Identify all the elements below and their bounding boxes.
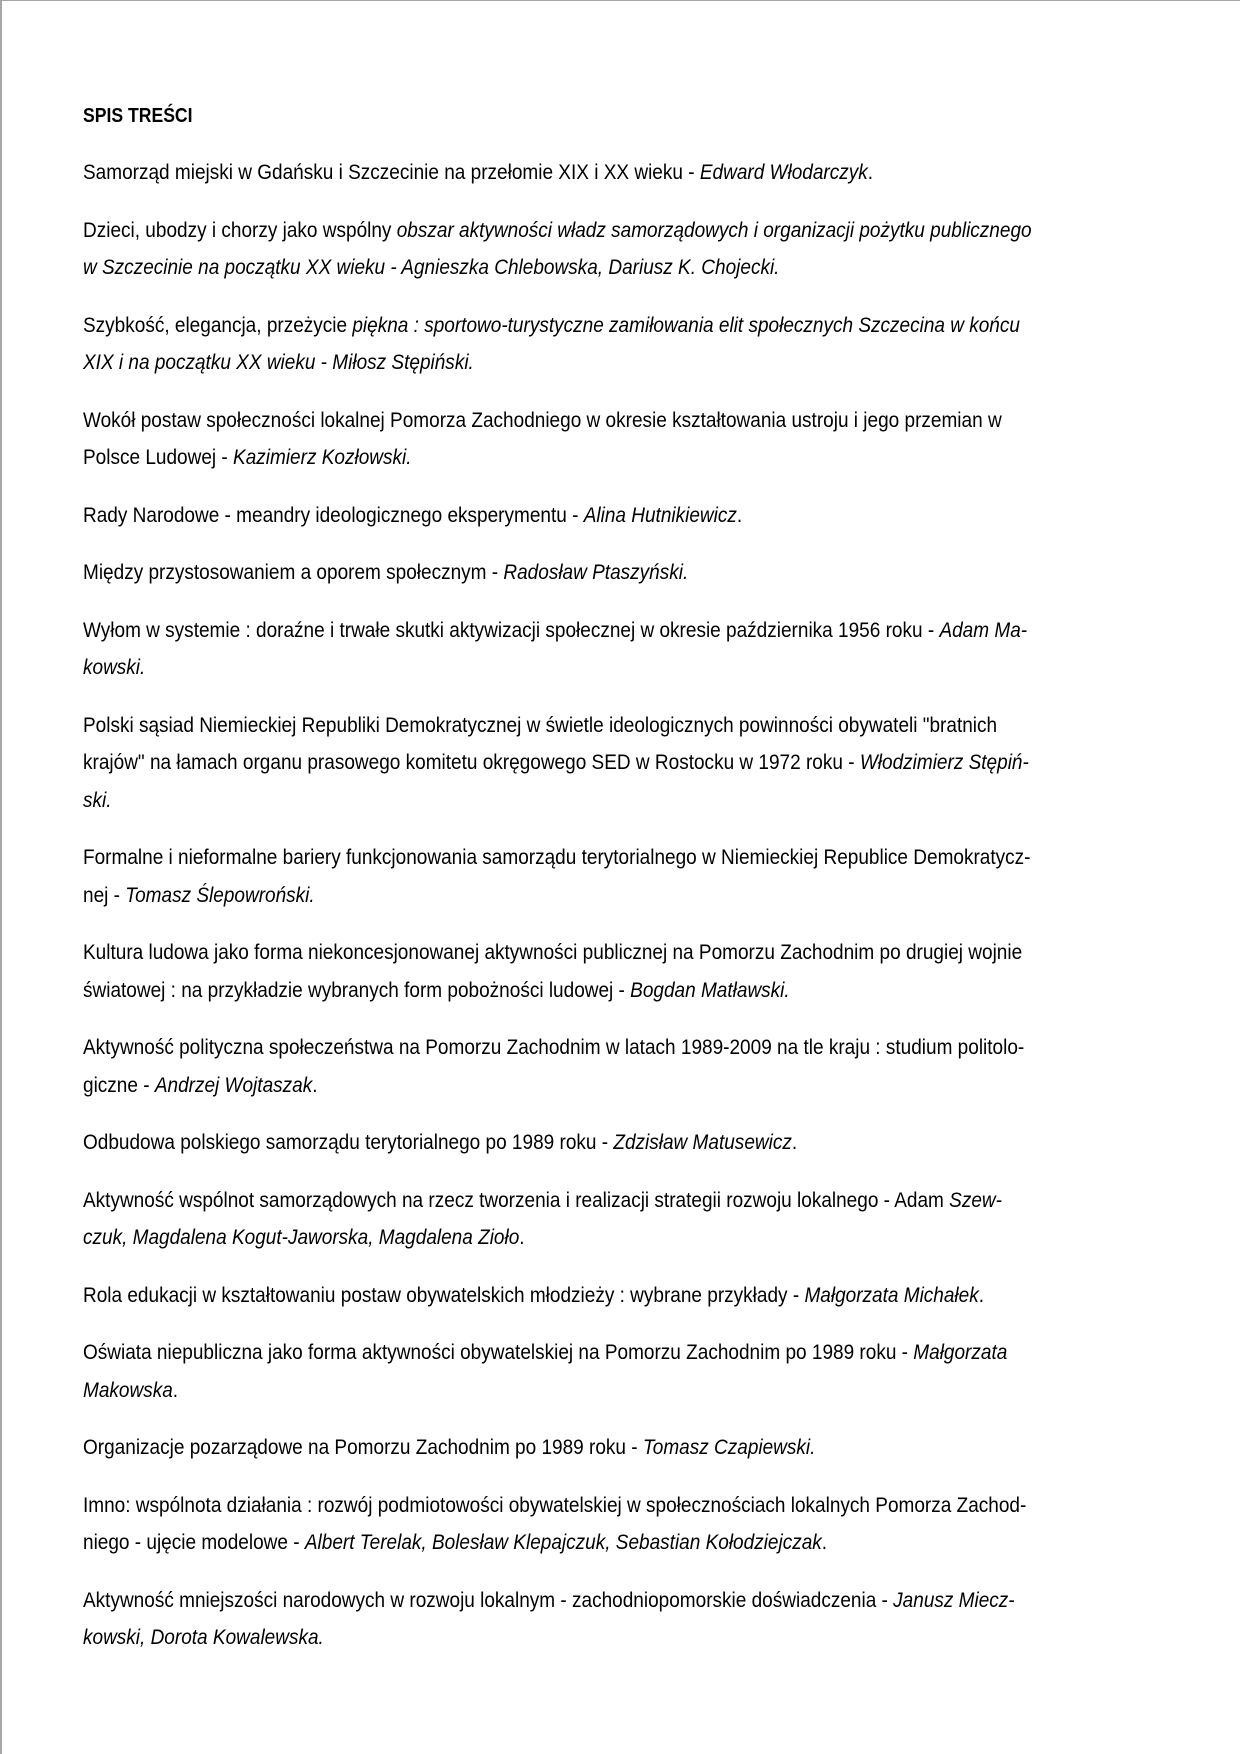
toc-entry bbox=[83, 1487, 1198, 1562]
toc-entry bbox=[83, 612, 1198, 687]
toc-entry-italic-text: kowski, Dorota Kowalewska. bbox=[83, 1626, 324, 1649]
toc-entry-line bbox=[83, 649, 1092, 687]
toc-entry-line bbox=[83, 402, 1092, 440]
toc-entry-line bbox=[83, 1067, 1092, 1105]
toc-entry-italic-text: czuk, Magdalena Kogut-Jaworska, Magdalena Zioło bbox=[83, 1226, 520, 1249]
toc-entry-italic-text: piękna : sportowo-turystyczne zamiłowania elit społecznych Szczecina w końcu bbox=[352, 313, 1020, 337]
toc-entry bbox=[83, 1182, 1198, 1257]
toc-entry-text: . bbox=[172, 1378, 179, 1402]
toc-entry-italic-text: Alina Hutnikiewicz bbox=[583, 503, 737, 527]
toc-entry-line bbox=[83, 612, 1092, 650]
toc-heading: SPIS TREŚCI bbox=[83, 105, 193, 127]
toc-entry-line bbox=[83, 154, 1092, 192]
toc-entry-italic-text: Bogdan Matławski. bbox=[630, 978, 790, 1002]
toc-entry-italic-text: Radosław Ptaszyński. bbox=[503, 561, 689, 584]
toc-entry-text: . bbox=[312, 1073, 318, 1097]
toc-entry bbox=[83, 1429, 1198, 1467]
toc-entry-italic-text: Makowska bbox=[83, 1378, 173, 1402]
toc-entry-text: Rady Narodowe - meandry ideologicznego eksperymentu - bbox=[83, 503, 584, 527]
toc-entry-line bbox=[83, 1524, 1092, 1562]
toc-entry-text: giczne - bbox=[83, 1073, 155, 1097]
toc-entry-line bbox=[83, 782, 1092, 820]
toc-entries bbox=[83, 154, 1198, 1657]
toc-entry-text: Wyłom w systemie : doraźne i trwałe skutki aktywizacji społecznej w okresie października 1956 roku - bbox=[83, 618, 940, 642]
toc-entry bbox=[83, 934, 1198, 1009]
toc-entry-italic-text: Małgorzata bbox=[913, 1341, 1008, 1364]
toc-entry-line bbox=[83, 934, 1092, 972]
toc-entry-italic-text: obszar aktywności władz samorządowych i organizacji pożytku publicznego bbox=[396, 218, 1032, 242]
toc-entry-line bbox=[83, 707, 1092, 745]
toc-entry-line bbox=[83, 1334, 1092, 1372]
toc-entry-line bbox=[83, 1582, 1092, 1620]
toc-entry bbox=[83, 1124, 1198, 1162]
toc-entry-text: Wokół postaw społeczności lokalnej Pomorza Zachodniego w okresie kształtowania ustroju i jego przemian w bbox=[83, 408, 1002, 432]
toc-entry-text: . bbox=[867, 161, 874, 184]
toc-entry-line bbox=[83, 877, 1092, 915]
toc-entry-text: Aktywność wspólnot samorządowych na rzecz tworzenia i realizacji strategii rozwoju lokalnego - Adam bbox=[83, 1188, 950, 1212]
toc-entry-text: Kultura ludowa jako forma niekoncesjonowanej aktywności publicznej na Pomorzu Zachodnim po drugiej wojnie bbox=[83, 941, 1023, 964]
toc-entry-text: . bbox=[978, 1283, 985, 1307]
toc-entry bbox=[83, 554, 1198, 592]
toc-entry-line bbox=[83, 307, 1092, 345]
toc-entry-line bbox=[83, 1487, 1092, 1525]
toc-entry-line bbox=[83, 1277, 1092, 1315]
toc-entry-text: Aktywność mniejszości narodowych w rozwoju lokalnym - zachodniopomorskie doświadczenia - bbox=[83, 1588, 894, 1612]
toc-entry-italic-text: Zdzisław Matusewicz bbox=[613, 1131, 792, 1154]
toc-entry-line bbox=[83, 1219, 1092, 1257]
toc-entry-text: Oświata niepubliczna jako forma aktywności obywatelskiej na Pomorzu Zachodnim po 1989 roku - bbox=[83, 1341, 914, 1364]
toc-entry-italic-text: Janusz Miecz- bbox=[893, 1588, 1015, 1612]
toc-entry-italic-text: Tomasz Czapiewski. bbox=[642, 1436, 816, 1459]
toc-entry-line bbox=[83, 1182, 1092, 1220]
toc-entry-italic-text: Małgorzata Michałek bbox=[804, 1283, 979, 1307]
toc-entry bbox=[83, 839, 1198, 914]
toc-entry-text: Imno: wspólnota działania : rozwój podmiotowości obywatelskiej w społecznościach lokalnych Pomorza Zachod- bbox=[83, 1493, 1027, 1517]
toc-entry-line bbox=[83, 1619, 1092, 1657]
toc-entry-italic-text: Adam Ma- bbox=[939, 618, 1028, 642]
toc-entry-text: Polski sąsiad Niemieckiej Republiki Demokratycznej w świetle ideologicznych powinności obywateli "bratnich bbox=[83, 713, 998, 737]
toc-entry-text: . bbox=[791, 1131, 798, 1154]
toc-entry-italic-text: Andrzej Wojtaszak bbox=[154, 1073, 313, 1097]
toc-entry-text: Rola edukacji w kształtowaniu postaw obywatelskich młodzieży : wybrane przykłady - bbox=[83, 1283, 805, 1307]
toc-entry-line bbox=[83, 1429, 1092, 1467]
toc-entry-text: światowej : na przykładzie wybranych form pobożności ludowej - bbox=[83, 978, 631, 1002]
toc-entry-text: . bbox=[519, 1226, 525, 1249]
toc-entry-line bbox=[83, 1372, 1092, 1410]
toc-entry-text: Samorząd miejski w Gdańsku i Szczecinie na przełomie XIX i XX wieku - bbox=[83, 161, 700, 184]
toc-entry-italic-text: kowski. bbox=[83, 656, 146, 679]
toc-entry-line bbox=[83, 497, 1092, 535]
toc-entry-text: . bbox=[821, 1531, 828, 1554]
toc-entry bbox=[83, 212, 1198, 287]
toc-entry-text: Odbudowa polskiego samorządu terytorialnego po 1989 roku - bbox=[83, 1131, 614, 1154]
toc-entry-line bbox=[83, 212, 1092, 250]
toc-entry-text: Szybkość, elegancja, przeżycie bbox=[83, 313, 353, 337]
toc-entry-text: Między przystosowaniem a oporem społecznym - bbox=[83, 561, 504, 584]
toc-entry-text: Polsce Ludowej - bbox=[83, 446, 234, 469]
toc-entry-italic-text: w Szczecinie na początku XX wieku - Agnieszka Chlebowska, Dariusz K. Chojecki. bbox=[83, 256, 780, 279]
toc-entry-text: Formalne i nieformalne bariery funkcjonowania samorządu terytorialnego w Niemieckiej Republice Demokratycz- bbox=[83, 846, 1031, 869]
toc-entry bbox=[83, 1277, 1198, 1315]
toc-entry-text: niego - ujęcie modelowe - bbox=[83, 1531, 305, 1554]
toc-entry-line bbox=[83, 439, 1092, 477]
toc-entry-line bbox=[83, 554, 1092, 592]
toc-entry bbox=[83, 707, 1198, 820]
toc-entry-line bbox=[83, 839, 1092, 877]
toc-entry-italic-text: Włodzimierz Stępiń- bbox=[859, 751, 1029, 774]
toc-entry bbox=[83, 154, 1198, 192]
toc-entry-italic-text: Kazimierz Kozłowski. bbox=[233, 446, 412, 469]
toc-entry-line bbox=[83, 972, 1092, 1010]
toc-entry-italic-text: Edward Włodarczyk bbox=[699, 161, 868, 184]
toc-entry bbox=[83, 402, 1198, 477]
toc-entry bbox=[83, 1334, 1198, 1409]
toc-entry-text: . bbox=[736, 503, 743, 527]
toc-entry-line bbox=[83, 344, 1092, 382]
toc-entry-text: nej - bbox=[83, 883, 126, 907]
toc-entry-text: krajów" na łamach organu prasowego komitetu okręgowego SED w Rostocku w 1972 roku - bbox=[83, 751, 860, 774]
toc-entry-italic-text: ski. bbox=[83, 788, 112, 812]
toc-entry bbox=[83, 307, 1198, 382]
toc-entry-italic-text: Albert Terelak, Bolesław Klepajczuk, Sebastian Kołodziejczak bbox=[304, 1531, 822, 1554]
toc-entry-italic-text: Szew- bbox=[949, 1188, 1002, 1212]
toc-entry-italic-text: Tomasz Ślepowroński. bbox=[125, 883, 315, 907]
toc-entry-line bbox=[83, 249, 1092, 287]
toc-entry bbox=[83, 1582, 1198, 1657]
toc-entry-line bbox=[83, 1029, 1092, 1067]
toc-entry-text: Aktywność polityczna społeczeństwa na Pomorzu Zachodnim w latach 1989-2009 na tle kraju : studium politolo- bbox=[83, 1036, 1025, 1059]
toc-entry bbox=[83, 1029, 1198, 1104]
table-of-contents bbox=[83, 103, 1198, 1677]
toc-entry bbox=[83, 497, 1198, 535]
toc-entry-text: Organizacje pozarządowe na Pomorzu Zachodnim po 1989 roku - bbox=[83, 1436, 643, 1459]
toc-entry-text: Dzieci, ubodzy i chorzy jako wspólny bbox=[83, 218, 397, 242]
toc-entry-italic-text: XIX i na początku XX wieku - Miłosz Stępiński. bbox=[83, 351, 474, 374]
toc-entry-line bbox=[83, 744, 1092, 782]
toc-entry-line bbox=[83, 1124, 1092, 1162]
